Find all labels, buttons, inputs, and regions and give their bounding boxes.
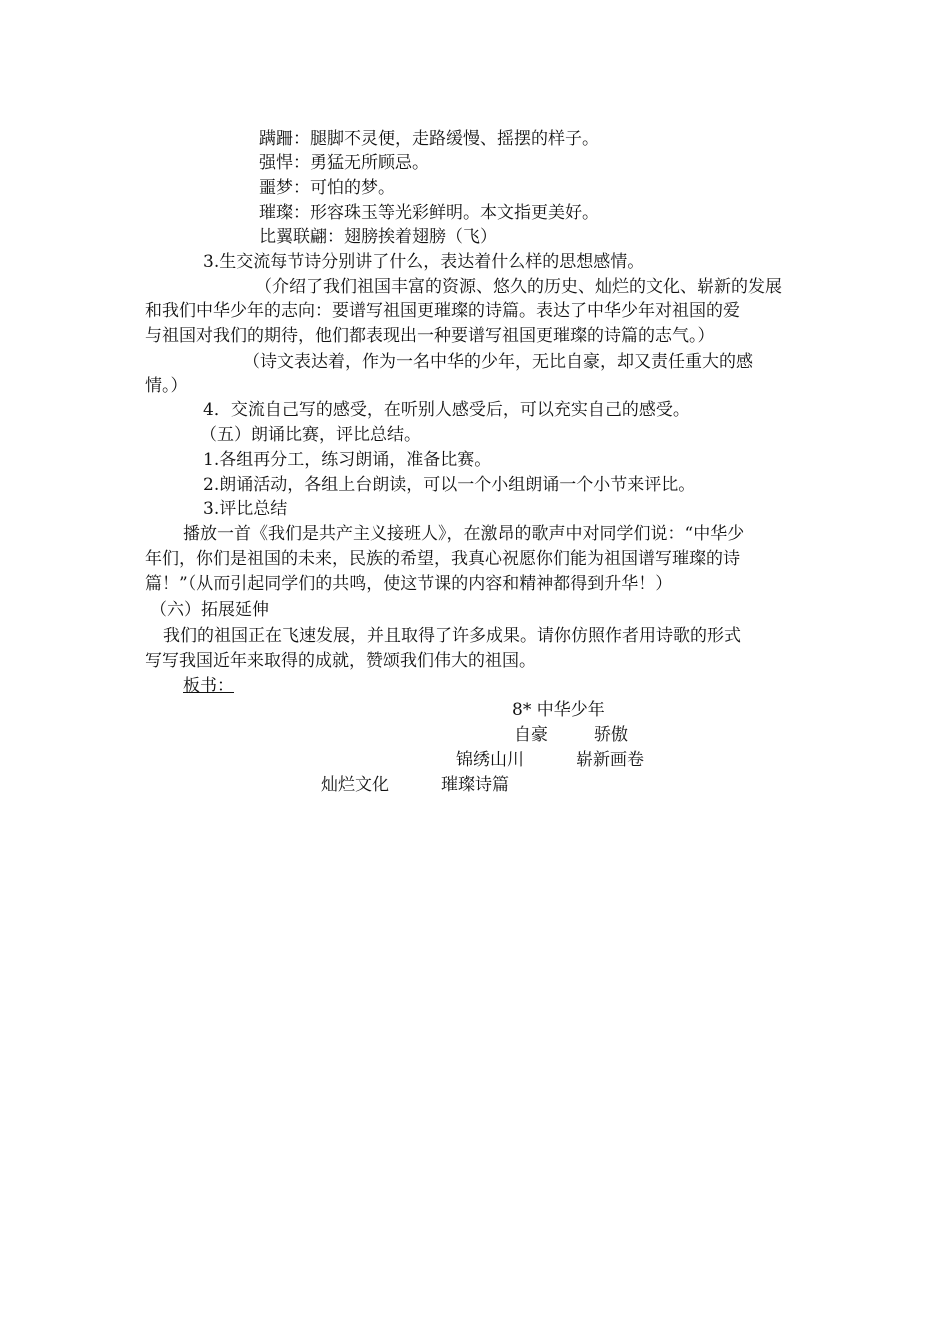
section-5-title: （五）朗诵比赛，评比总结。 xyxy=(200,425,421,445)
section-5-item: 1.各组再分工，练习朗诵，准备比赛。 xyxy=(203,450,492,470)
section-5-item: 2.朗诵活动，各组上台朗读，可以一个小组朗诵一个小节来评比。 xyxy=(203,475,696,495)
section-6-line: 我们的祖国正在飞速发展，并且取得了许多成果。请你仿照作者用诗歌的形式 xyxy=(163,626,741,646)
section-6-line: 写写我国近年来取得的成就，赞颂我们伟大的祖国。 xyxy=(145,651,536,671)
board-word: 自豪 xyxy=(514,725,548,745)
section-6-title: （六）拓展延伸 xyxy=(150,600,269,620)
board-word: 骄傲 xyxy=(594,725,628,745)
section-5-item: 3.评比总结 xyxy=(203,499,288,519)
vocab-item: 璀璨：形容珠玉等光彩鲜明。本文指更美好。 xyxy=(259,203,599,223)
closing-paragraph-line: 年们，你们是祖国的未来，民族的希望，我真心祝愿你们能为祖国谱写璀璨的诗 xyxy=(145,549,740,569)
vocab-item: 噩梦：可怕的梦。 xyxy=(259,178,395,198)
board-word: 锦绣山川 xyxy=(456,750,524,770)
answer-paragraph-line: 与祖国对我们的期待，他们都表现出一种要谱写祖国更璀璨的诗篇的志气。） xyxy=(145,326,715,346)
step-4: 4．交流自己写的感受，在听别人感受后，可以充实自己的感受。 xyxy=(203,400,690,420)
answer-paragraph-line: （介绍了我们祖国丰富的资源、悠久的历史、灿烂的文化、崭新的发展 xyxy=(255,277,782,297)
vocab-item: 比翼联翩：翅膀挨着翅膀（飞） xyxy=(259,227,497,247)
answer-paragraph-line: 情。） xyxy=(145,376,188,396)
board-word: 璀璨诗篇 xyxy=(441,775,509,795)
board-title: 8* 中华少年 xyxy=(512,700,605,720)
board-word: 灿烂文化 xyxy=(321,775,389,795)
closing-paragraph-line: 播放一首《我们是共产主义接班人》，在激昂的歌声中对同学们说：“中华少 xyxy=(183,524,745,544)
board-label: 板书： xyxy=(183,676,234,696)
closing-paragraph-line: 篇！”（从而引起同学们的共鸣，使这节课的内容和精神都得到升华！） xyxy=(145,574,673,594)
step-3: 3.生交流每节诗分别讲了什么，表达着什么样的思想感情。 xyxy=(203,252,645,272)
board-word: 崭新画卷 xyxy=(576,750,644,770)
vocab-item: 蹒跚：腿脚不灵便，走路缓慢、摇摆的样子。 xyxy=(259,129,599,149)
answer-paragraph-line: （诗文表达着，作为一名中华的少年，无比自豪，却又责任重大的感 xyxy=(243,352,753,372)
vocab-item: 强悍：勇猛无所顾忌。 xyxy=(259,153,429,173)
answer-paragraph-line: 和我们中华少年的志向：要谱写祖国更璀璨的诗篇。表达了中华少年对祖国的爱 xyxy=(145,301,740,321)
